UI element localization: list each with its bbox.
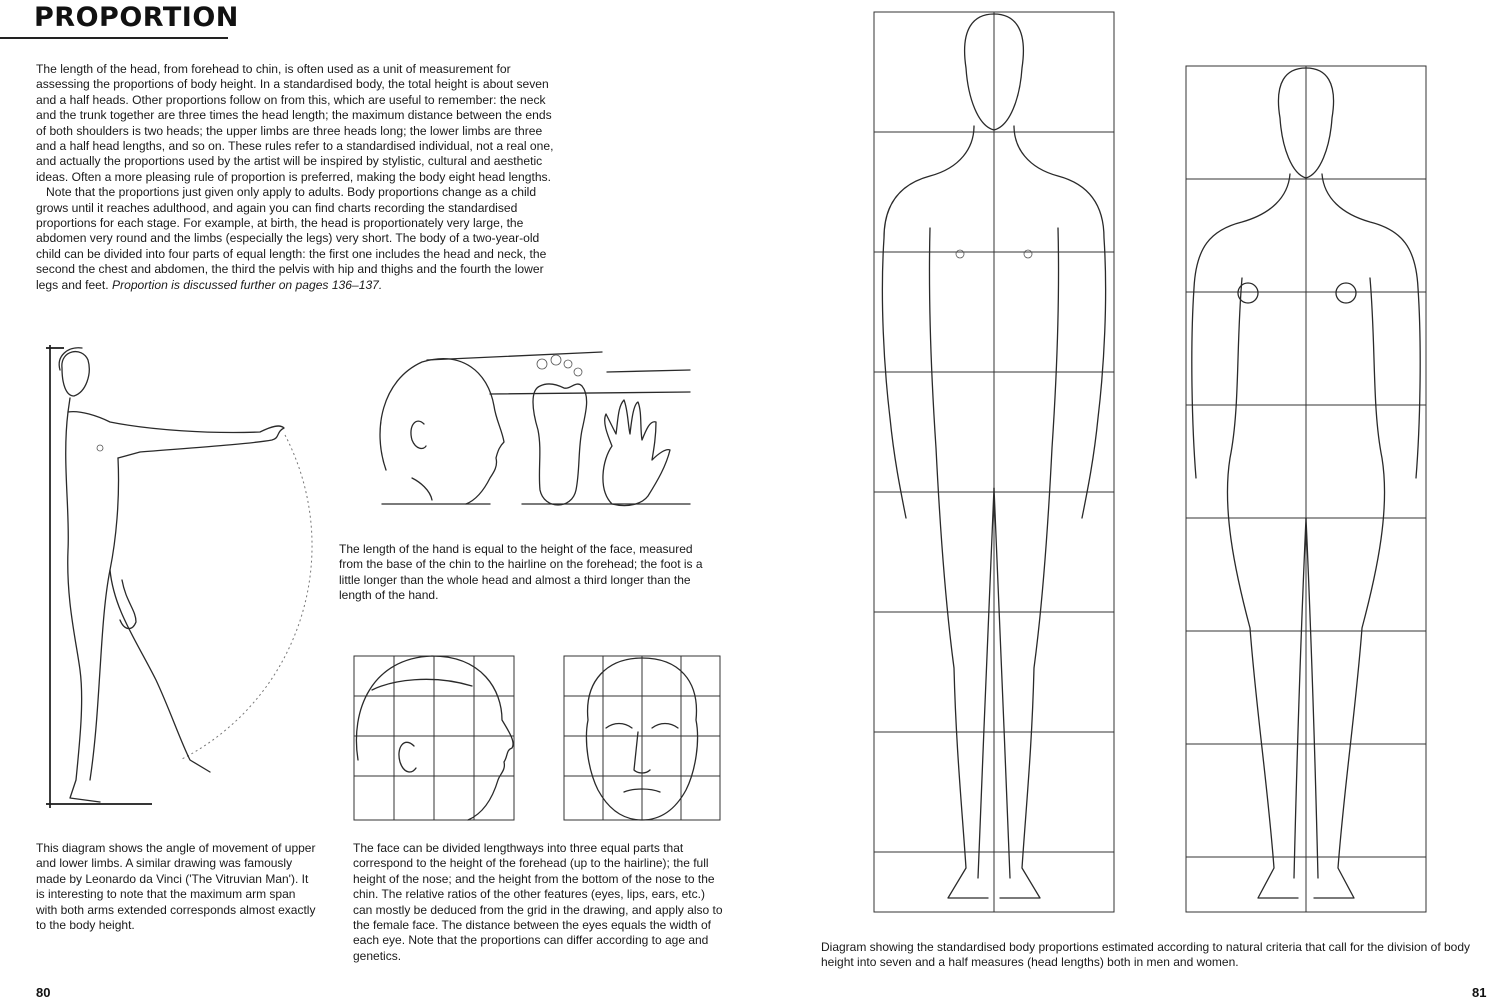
title-rule [0,37,228,39]
body-paragraph-2-text: Note that the proportions just given only apply to adults. Body proportions change as a child grows until it reaches adulthood, and again you can find charts recording the standardised proportions for each stage. For example, at birth, the head is proportionately very large, the abdomen very round and the limbs (especially the legs) very short. The body of a two-year-old child can be divided into four parts of equal length: the first one includes the head and neck, the second the chest and abdomen, the third the pelvis with hip and thighs and the fourth the lower legs and feet. [36,185,547,292]
male-female-proportion-grids [870,8,1450,918]
caption-face: The face can be divided lengthways into three equal parts that correspond to the height of the forehead (up to the hairline); the full height of the nose; and the height from the bottom of the nose to the chin. The relative ratios of the other features (eyes, lips, ears, etc.) can mostly be deduced from the grid in the drawing, and apply also to the female face. The distance between the eyes equals the width of each eye. Note that the proportions can differ according to age and genetics. [353,841,723,963]
body-text [36,62,562,293]
page-number-right: 81 [1472,985,1487,1000]
arm-movement-figure [40,340,300,810]
cross-reference: Proportion is discussed further on pages 136–137. [112,277,383,292]
body-paragraph-1: The length of the head, from forehead to chin, is often used as a unit of measurement for assessing the proportions of body height. In a standardised body, the total height is about seven and a half heads. Other proportions follow on from this, which are useful to remember: the neck and the trunk together are three times the head length; the maximum distance between the ends of both shoulders is two heads; the upper limbs are three heads long; the lower limbs are three and a half head lengths, and so on. These rules refer to a standardised individual, not a real one, and actually the proportions used by the artist will be inspired by stylistic, cultural and aesthetic ideas. Often a more pleasing rule of proportion is preferred, making the body eight head lengths. [36,62,554,184]
head-hand-foot-comparison [372,350,692,520]
face-proportion-grids [352,650,722,830]
caption-body: Diagram showing the standardised body proportions estimated according to natural criteria that call for the division of body height into seven and a half measures (head lengths) both in men and women. [821,940,1471,970]
caption-limbs: This diagram shows the angle of movement of upper and lower limbs. A similar drawing was famously made by Leonardo da Vinci ('The Vitruvian Man'). It is interesting to note that the maximum arm span with both arms extended corresponds almost exactly to the body height. [36,841,316,933]
male-figure-grid [874,12,1114,912]
body-paragraph-2 [36,185,562,293]
page-number-left: 80 [36,985,51,1000]
caption-hand-foot: The length of the hand is equal to the height of the face, measured from the base of the chin to the hairline on the forehead; the foot is a little longer than the whole head and almost a third longer than the length of the hand. [339,542,703,603]
frontal-head-grid [564,656,720,820]
profile-head-grid [354,656,514,820]
female-figure-grid [1186,66,1426,912]
page-title: PROPORTION [34,2,239,33]
